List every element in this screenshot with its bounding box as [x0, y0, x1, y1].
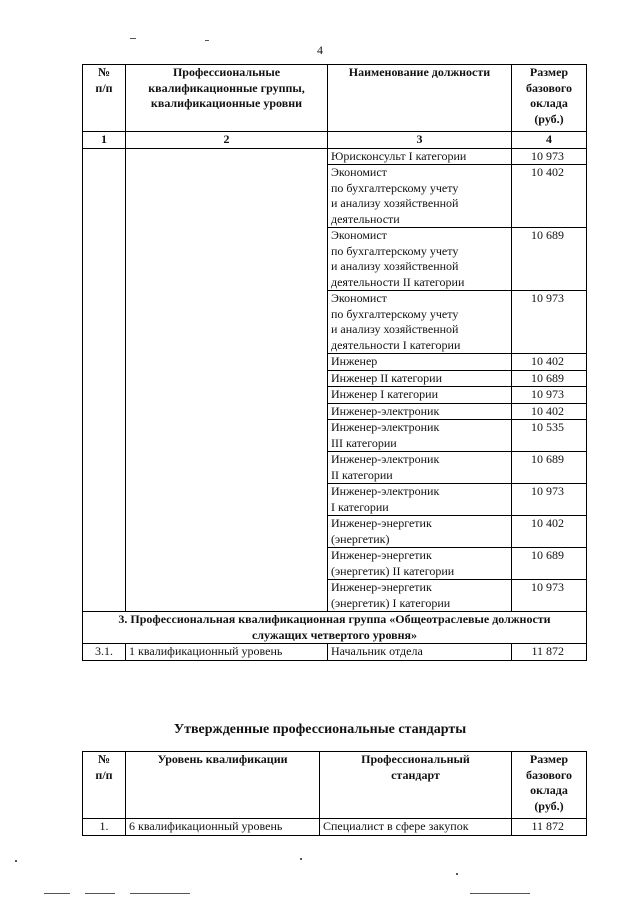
salary-cell: 10 535 [512, 420, 587, 452]
section-header: 3. Профессиональная квалификационная группа «Общеотраслевые должности служащих четвертого уровня» [83, 612, 587, 644]
standards-table [82, 751, 587, 836]
position-cell: Инженер-электроник II категории [328, 452, 512, 484]
header-level-text: Уровень квалификации [157, 752, 288, 766]
col-number: 3 [328, 132, 512, 149]
position-cell: Юрисконсульт I категории [328, 148, 512, 165]
scan-mark [85, 893, 115, 894]
salary-cell: 11 872 [512, 644, 587, 661]
header-num-text: № п/п [95, 65, 113, 95]
header-salary [512, 65, 587, 132]
empty-group-cell [126, 148, 328, 612]
col-number: 1 [83, 132, 126, 149]
scan-mark [205, 40, 209, 41]
section-header-row [83, 612, 587, 644]
header-standard-text: Профессиональный стандарт [361, 752, 470, 782]
position-cell: Инженер I категории [328, 387, 512, 404]
page-number: 4 [317, 43, 323, 57]
salary-cell: 10 402 [512, 165, 587, 228]
position-cell: Инженер II категории [328, 370, 512, 387]
header-standard [320, 752, 512, 819]
scan-mark [130, 893, 190, 894]
header-salary [512, 752, 587, 819]
header-salary-text: Размер базового оклада (руб.) [525, 65, 572, 126]
position-cell: Инженер-электроник III категории [328, 420, 512, 452]
standard-cell: Специалист в сфере закупок [320, 819, 512, 836]
standards-heading: Утвержденные профессиональные стандарты [173, 722, 467, 737]
salary-table [82, 64, 587, 661]
position-cell: Начальник отдела [328, 644, 512, 661]
salary-cell: 10 973 [512, 387, 587, 404]
position-cell: Инженер-энергетик (энергетик) [328, 516, 512, 548]
position-cell: Инженер [328, 354, 512, 371]
header-position [328, 65, 512, 132]
salary-cell: 10 973 [512, 148, 587, 165]
salary-cell: 10 402 [512, 516, 587, 548]
position-cell: Экономист по бухгалтерскому учету и анализу хозяйственной деятельности [328, 165, 512, 228]
position-cell: Экономист по бухгалтерскому учету и анализу хозяйственной деятельности I категории [328, 291, 512, 354]
position-cell: Инженер-электроник [328, 403, 512, 420]
empty-num-cell [83, 148, 126, 612]
header-group [126, 65, 328, 132]
scan-dot [456, 873, 458, 875]
scan-mark [470, 893, 530, 894]
table-row [83, 148, 587, 165]
position-cell: Экономист по бухгалтерскому учету и анализу хозяйственной деятельности II категории [328, 228, 512, 291]
header-salary-text: Размер базового оклада (руб.) [525, 752, 572, 813]
level-cell: 6 квалификационный уровень [126, 819, 320, 836]
salary-cell: 10 689 [512, 228, 587, 291]
header-num [83, 752, 126, 819]
salary-cell: 10 973 [512, 291, 587, 354]
salary-cell: 10 689 [512, 452, 587, 484]
scan-mark [44, 893, 70, 894]
scan-dot [15, 860, 17, 862]
num-cell: 3.1. [83, 644, 126, 661]
salary-cell: 11 872 [512, 819, 587, 836]
table-row [83, 644, 587, 661]
header-position-text: Наименование должности [348, 65, 491, 79]
salary-cell: 10 402 [512, 403, 587, 420]
position-cell: Инженер-электроник I категории [328, 484, 512, 516]
table-row [83, 819, 587, 836]
scan-mark [130, 38, 136, 39]
header-level [126, 752, 320, 819]
salary-cell: 10 689 [512, 548, 587, 580]
header-num [83, 65, 126, 132]
scan-dot [300, 858, 302, 860]
header-group-text: Профессиональные квалификационные группы, квалификационные уровни [148, 65, 305, 110]
salary-cell: 10 973 [512, 484, 587, 516]
col-number: 2 [126, 132, 328, 149]
salary-cell: 10 689 [512, 370, 587, 387]
position-cell: Инженер-энергетик (энергетик) II категории [328, 548, 512, 580]
header-num-text: № п/п [95, 752, 113, 782]
group-cell: 1 квалификационный уровень [126, 644, 328, 661]
num-cell: 1. [83, 819, 126, 836]
salary-cell: 10 402 [512, 354, 587, 371]
col-number: 4 [512, 132, 587, 149]
position-cell: Инженер-энергетик (энергетик) I категории [328, 580, 512, 612]
column-number-row [83, 132, 587, 149]
salary-cell: 10 973 [512, 580, 587, 612]
